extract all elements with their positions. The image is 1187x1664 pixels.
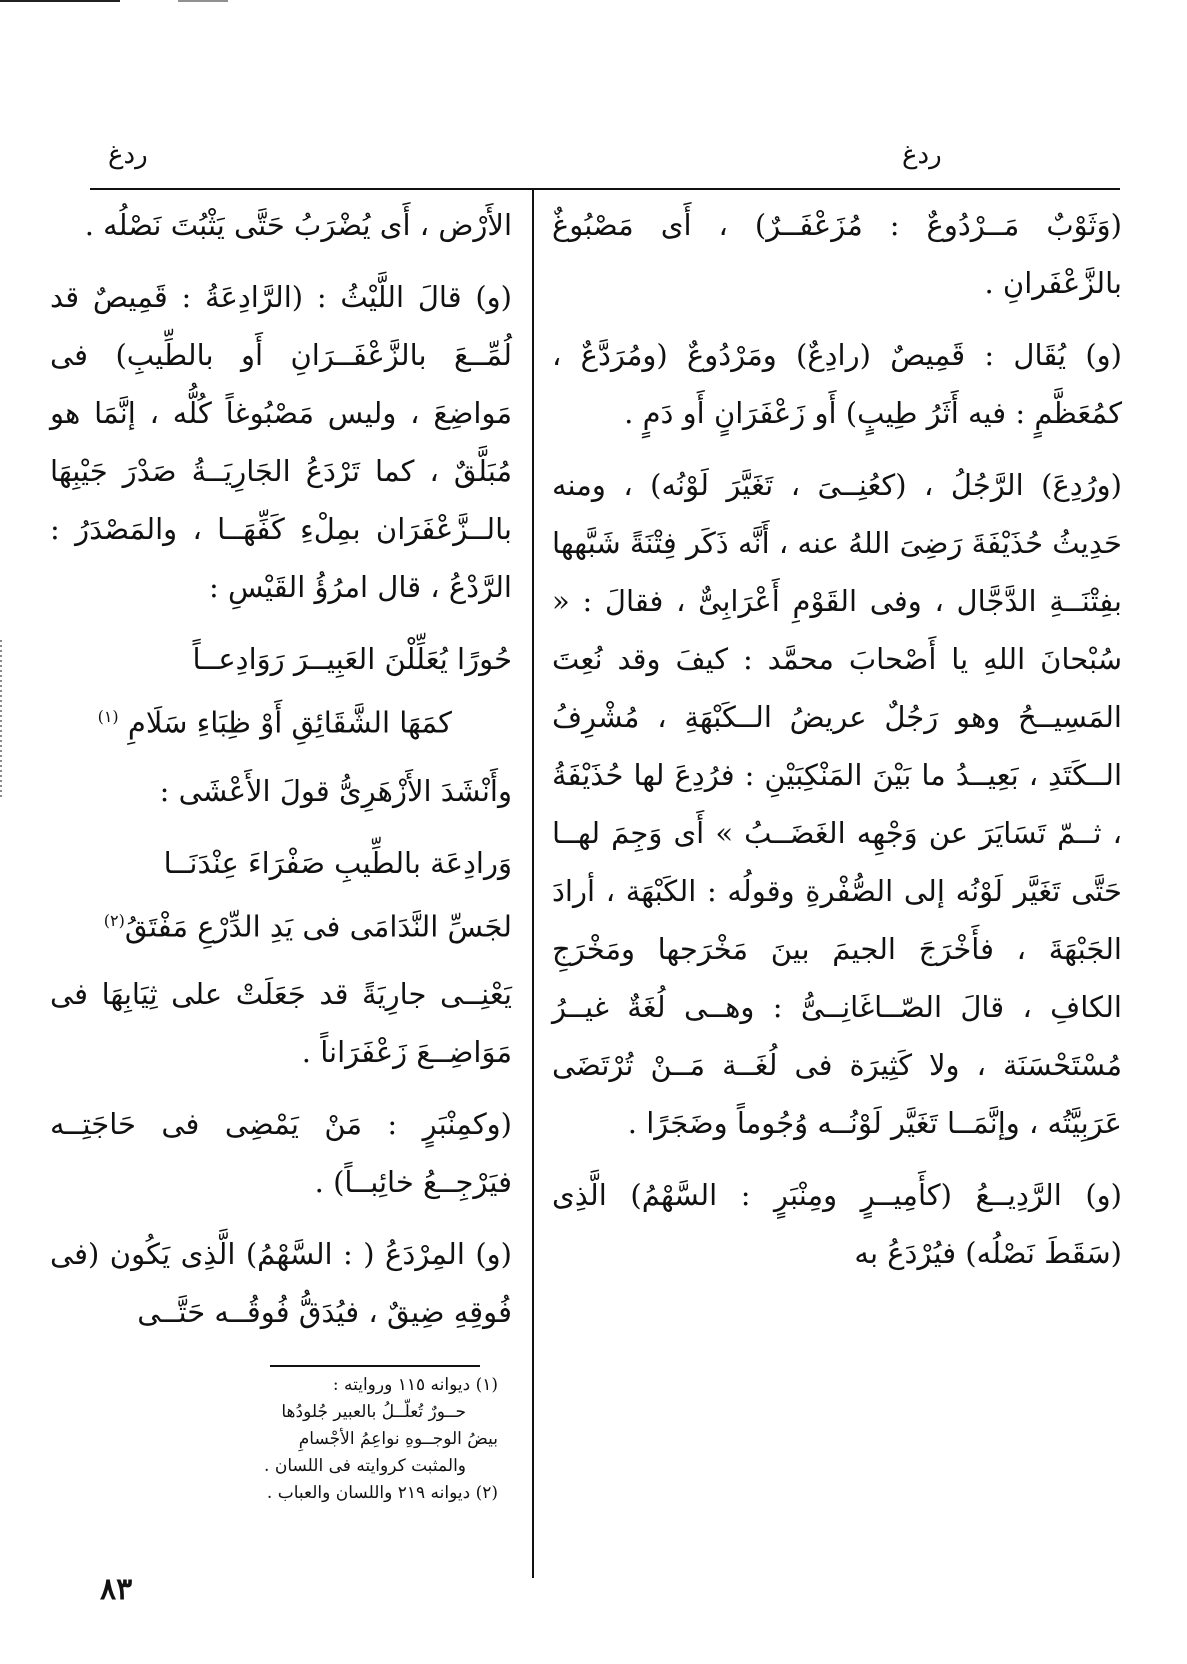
footnote-rule xyxy=(270,1365,480,1367)
footnote-line: حــورٌ تُعلّــلُ بالعبير جُلودُها xyxy=(281,1402,466,1422)
top-edge-line xyxy=(0,0,1187,2)
entry-paragraph: (و) المِرْدَعُ ( : السَّهْمُ) الَّذِى يَكُون (فى فُوقِهِ ضِيقٌ ، فيُدَقُّ فُوقُــه حَتَّــى xyxy=(50,1237,512,1330)
footnote-line: (٢) ديوانه ٢١٩ واللسان والعباب . xyxy=(266,1483,498,1503)
margin-mark xyxy=(0,640,2,800)
running-head-right: ردغ xyxy=(902,140,942,170)
entry-paragraph: (وَثَوْبٌ مَــرْدُوعٌ : مُزَعْفَــرٌ) ، أَى مَصْبُوغٌ بالزَّعْفَرانِ . xyxy=(552,208,1122,300)
footnote-line: بيضُ الوجــوهِ نواعِمُ الأجْسامِ xyxy=(298,1429,498,1449)
verse-text: كمَهَا الشَّقَائِقِ أَوْ ظِبَاءِ سَلَامِ xyxy=(127,705,452,740)
entry-paragraph: (وكمِنْبَرٍ : مَنْ يَمْضِى فى حَاجَتِــه فيَرْجِــعُ خائِبــاً) . xyxy=(50,1107,512,1200)
right-column xyxy=(552,196,1122,1296)
entry-paragraph: الأَرْض ، أَى يُضْرَبُ حَتَّى يَثْبُتَ نَصْلُه . xyxy=(84,208,512,242)
page-number: ٨٣ xyxy=(100,1572,133,1607)
footnote-marker: (١) xyxy=(97,707,119,726)
entry-paragraph: (ورُدِعَ) الرَّجُلُ ، (كعُنِــىَ ، تَغَيَّرَ لَوْنُه) ، ومنه حَدِيثُ حُذَيْفَةَ رَضِىَ اللهُ عنه ، أَنَّه ذَكَر فِتْنَةً شَبَّهها بفِتْنَــةِ الدَّجَّال ، وفى القَوْمِ أَعْرَابِىٌّ ، فقالَ : « سُبْحانَ اللهِ يا أَصْحابَ محمَّد : كيفَ وقد نُعِتَ المَسِيــحُ وهو رَجُلٌ عريضُ الــكَبْهَةِ ، مُشْرِفُ الــكَتَدِ ، بَعِيــدُ ما بَيْنَ المَنْكِبَيْنِ : فرُدِعَ لها حُذَيْفَةُ ، ثــمّ تَسَايَرَ عن وَجْهِه الغَضَــبُ » أَى وَجِمَ لهــا حَتَّى تَغَيَّر لَوْنُه إلى الصُّفْرةِ وقولُه : الكَبْهَة ، أرادَ الجَبْهَةَ ، فأَخْرَجَ الجيمَ بينَ مَخْرَجها ومَخْرَجِ الكافِ ، قالَ الصّــاغَانِــىُّ : وهــى لُغَةٌ غيــرُ مُسْتَحْسَنَة ، ولا كَثِيرَة فى لُغَــة مَــنْ تُرْتَضَى عَرَبِيَّتُه ، وإنَّمَــا تَغَيَّر لَوْنُــه وُجُوماً وضَجَرًا . xyxy=(552,468,1122,1140)
footnotes xyxy=(58,1372,498,1507)
entry-paragraph: وأَنْشَدَ الأَزْهَرِىُّ قولَ الأَعْشَى : xyxy=(159,773,512,808)
footnote-marker: (٢) xyxy=(103,910,125,930)
verse-line: وَرادِعَة بالطِّيبِ صَفْرَاءَ عِنْدَنَــا xyxy=(163,845,512,880)
header-rule xyxy=(90,188,1120,190)
entry-paragraph: (و) قالَ اللَّيْثُ : (الرَّادِعَةُ : قَمِيصٌ قد لُمِّــعَ بالزَّعْفَــرَانِ أَو بالطِّيبِ) فى مَواضِعَ ، وليس مَصْبُوغاً كُلُّه ، إنَّمَا هو مُبَلَّقٌ ، كما تَرْدَعُ الجَارِيَــةُ صَدْرَ جَيْبِهَا بالــزَّعْفَرَان بمِلْءِ كَفِّهَــا ، والمَصْدَرُ : الرَّدْعُ ، قال امرُؤُ القَيْسِ : xyxy=(50,280,512,604)
verse-line xyxy=(50,688,512,752)
entry-paragraph: يَعْنِــى جارِيَةً قد جَعَلَتْ على ثِيَابِهَا فى مَوَاضِــعَ زَعْفَرَاناً . xyxy=(50,977,512,1070)
verse-line: حُورًا يُعَلِّلْنَ العَبِيــرَ رَوَادِعــاً xyxy=(192,642,512,676)
verse-line xyxy=(50,892,512,956)
footnote-line: (١) ديوانه ١١٥ وروايته : xyxy=(332,1375,498,1395)
running-head-left: ردغ xyxy=(108,140,148,170)
footnote-line: والمثبت كروايته فى اللسان . xyxy=(264,1456,466,1476)
entry-paragraph: (و) الرَّدِيــعُ (كأَمِيــرٍ ومِنْبَرٍ : السَّهْمُ) الَّذِى (سَقَطَ نَصْلُه) فيُرْدَعُ به xyxy=(552,1178,1122,1270)
entry-paragraph: (و) يُقَال : قَمِيصٌ (رادِعٌ) ومَرْدُوعٌ (ومُرَدَّعٌ ، كمُعَظَّمٍ : فيه أَثَرُ طِيبٍ) أَو زَعْفَرَانٍ أَو دَمٍ . xyxy=(552,338,1122,430)
left-column xyxy=(50,196,512,1355)
verse-text: لجَسِّ النَّدَامَى فى يَدِ الدِّرْعِ مَفْتَقُ xyxy=(124,909,512,944)
column-divider xyxy=(532,188,534,1578)
